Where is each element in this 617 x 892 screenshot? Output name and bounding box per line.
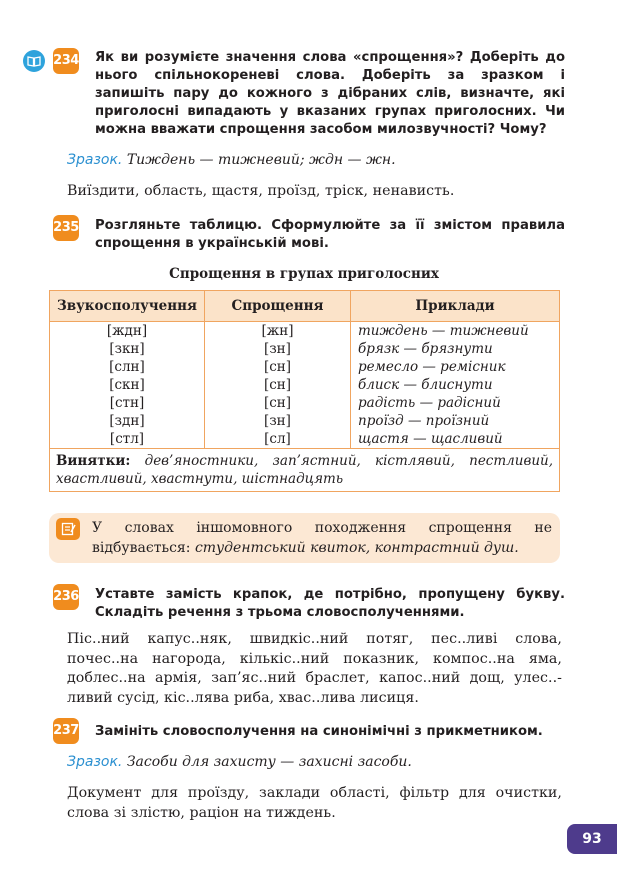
exceptions-row — [50, 449, 560, 492]
cell: [зн] — [264, 341, 291, 357]
cell: [сл] — [264, 431, 291, 447]
table-title: Спрощення в групах приголосних — [169, 266, 439, 282]
exceptions-label: Винятки: — [56, 453, 131, 469]
cell: [сн] — [263, 395, 292, 411]
task-number-235: 235 — [53, 215, 79, 241]
cell: [здн] — [109, 413, 145, 429]
cell: [скн] — [109, 377, 145, 393]
task-234-text: Як ви розумієте значення слова «спрощення»? Доберіть до нього спільнокореневі слова. Доберіть за зразком і запишіть пару до кожного з дібраних слів, визначте, які приголосні випадають у вказаних групах приголосних. Чи можна вважати спрощення засобом милозвучності? Чому? — [95, 50, 565, 137]
task-237-text: Замініть словосполучення на синонімічні з прикметником. — [95, 724, 543, 739]
note-text — [92, 518, 552, 558]
task-234-sample — [67, 150, 396, 170]
note-italic: студентський квиток, контрастний душ. — [194, 540, 519, 556]
exceptions-cell — [50, 449, 560, 492]
cell: [сн] — [263, 377, 292, 393]
rule-note — [49, 513, 560, 563]
note-icon — [56, 518, 80, 540]
column-simplifications — [205, 322, 351, 449]
table-body-row — [50, 322, 560, 449]
header-simplification: Спрощення — [205, 291, 351, 322]
task-number-236: 236 — [53, 584, 79, 610]
cell: щастя — щасливий — [358, 431, 503, 447]
cell: [ждн] — [106, 323, 148, 339]
header-examples: Приклади — [351, 291, 560, 322]
cell: [стн] — [109, 395, 145, 411]
column-sound-combinations — [50, 322, 205, 449]
simplification-table — [49, 290, 560, 492]
cell: [сн] — [263, 359, 292, 375]
header-sound-combination: Звукосполучення — [50, 291, 205, 322]
book-icon — [23, 50, 45, 72]
cell: брязк — брязнути — [358, 341, 493, 357]
cell: тиждень — тижневий — [358, 323, 529, 339]
task-237-exercise: Документ для проїзду, заклади області, фільтр для очистки, слова зі злістю, раціон на тиждень. — [67, 785, 562, 821]
task-number-234: 234 — [53, 48, 79, 74]
task-number-237: 237 — [53, 718, 79, 744]
note-plain: У словах іншомовного походження спрощення не відбувається: — [92, 520, 552, 556]
sample-text: Засоби для захисту — захисні засоби. — [126, 754, 412, 770]
table-header-row — [50, 291, 560, 322]
cell: [жн] — [261, 323, 294, 339]
cell: [стл] — [109, 431, 145, 447]
page-number: 93 — [567, 824, 617, 854]
cell: ремесло — ремісник — [358, 359, 506, 375]
task-236-text: Уставте замість крапок, де потрібно, пропущену букву. Складіть речення з трьома словосполученнями. — [95, 587, 565, 620]
task-234-words: Виїздити, область, щастя, проїзд, тріск, ненависть. — [67, 183, 455, 199]
column-examples — [351, 322, 560, 449]
cell: [слн] — [109, 359, 145, 375]
task-235-text: Розгляньте таблицю. Сформулюйте за її змістом правила спрощення в українській мові. — [95, 218, 565, 251]
exceptions-text: дев’яностники, зап’ястний, кістлявий, пестливий, хвастливий, хвастнути, шістнадцять — [56, 453, 553, 487]
cell: [зн] — [264, 413, 291, 429]
cell: блиск — блиснути — [358, 377, 493, 393]
task-237-sample — [67, 752, 412, 772]
sample-label: Зразок. — [67, 152, 123, 168]
sample-label: Зразок. — [67, 754, 123, 770]
task-236-exercise: Піс..ний капус..няк, швидкіс..ний потяг, пес..ливі слова, почес..на нагорода, кількіс..ний показник, компос..на яма, доблес..на армія, зап’яс..ний браслет, капос..ний дощ, улес..-ливий сусід, кіс..лява риба, хвас..лива лисиця. — [67, 631, 562, 706]
cell: радість — радісний — [358, 395, 501, 411]
cell: [зкн] — [109, 341, 145, 357]
sample-text: Тиждень — тижневий; ждн — жн. — [126, 152, 396, 168]
cell: проїзд — проїзний — [358, 413, 490, 429]
